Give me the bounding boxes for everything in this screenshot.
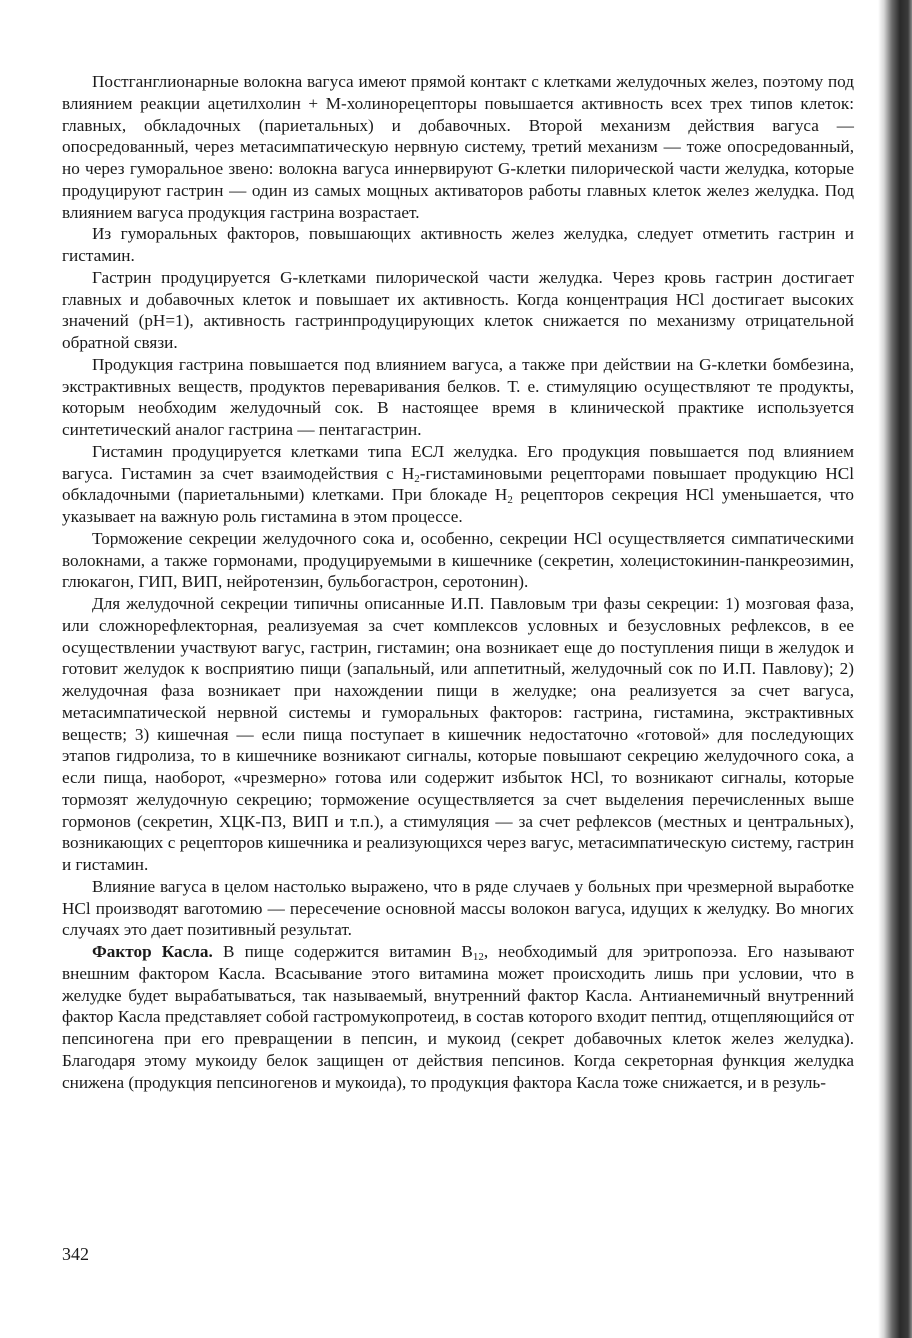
castle-text-part1: В пище содержится витамин В <box>212 942 473 961</box>
paragraph-secretion-inhibition: Торможение секреции желудочного сока и, особенно, секреции НСl осуществляется симпатическими волокнами, а также гормонами, продуцируемыми в кишечнике (секретин, холецистокинин-панкреозимин, глюкагон, ГИП, ВИП, нейротензин, бульбогастрон, серотонин). <box>62 528 854 592</box>
paragraph-humoral-factors: Из гуморальных факторов, повышающих активность желез желудка, следует отметить гастрин и гистамин. <box>62 224 854 265</box>
castle-factor-term: Фактор Касла. <box>92 942 213 961</box>
paragraph-secretion-phases: Для желудочной секреции типичны описанные И.П. Павловым три фазы секреции: 1) мозговая фаза, или сложнорефлекторная, реализуемая за счет комплексов условных и безусловных рефлексов, в ее осуществлении участвуют вагус, гастрин, гистамин; она возникает еще до поступления пищи в желудок и готовит желудок к восприятию пищи (запальный, или аппетитный, желудочный сок по И.П. Павлову); 2) желудочная фаза возникает при нахождении пищи в желудке; она реализуется за счет вагуса, метасимпатической нервной системы и гуморальных факторов: гастрина, гистамина, экстрактивных веществ; 3) кишечная — если пища поступает в кишечник недостаточно «готовой» для последующих этапов гидролиза, то в кишечнике возникают сигналы, которые повышают секрецию желудочного сока, а если пища, наоборот, «чрезмерно» готова или содержит избыток НСl, то возникают сигналы, которые тормозят желудочную секрецию; торможение осуществляется за счет выделения перечисленных выше гормонов (секретин, ХЦК-ПЗ, ВИП и т.п.), а стимуляция — за счет рефлексов (местных и центральных), возникающих с рецепторов кишечника и реализующихся через вагус, метасимпатическую систему, гастрин и гистамин. <box>62 594 854 874</box>
paragraph-castle-factor <box>62 941 854 1093</box>
castle-text-part2: , необходимый для эритропоэза. Его называют внешним фактором Касла. Всасывание этого витамина может происходить лишь при условии, что в желудке будет вырабатываться, так называемый, внутренний фактор Касла. Антианемичный внутренний фактор Касла представляет собой гастромукопротеид, в состав которого входит пептид, отщепляющийся от пепсиногена при его превращении в пепсин, и мукоид (секрет добавочных клеток желез желудка). Благодаря этому мукоиду белок защищен от действия пепсинов. Когда секреторная функция желудка снижена (продукция пепсиногенов и мукоида), то продукция фактора Касла тоже снижается, и в резуль- <box>62 942 854 1092</box>
subscript-h2-second: 2 <box>507 494 513 507</box>
histamine-text-part2: -гистаминовыми рецепторами повышает продукцию НСl обкладочными (париетальными) клетками. При блокаде Н <box>62 463 854 505</box>
paragraph-gastrin-production: Продукция гастрина повышается под влиянием вагуса, а также при действии на G-клетки бомбезина, экстрактивных веществ, продуктов переваривания белков. Т. е. стимуляцию осуществляют те продукты, которым необходим желудочный сок. В настоящее время в клинической практике используется синтетический аналог гастрина — пентагастрин. <box>62 354 854 439</box>
paragraph-vagotomy: Влияние вагуса в целом настолько выражено, что в ряде случаев у больных при чрезмерной выработке НСl производят ваготомию — пересечение основной массы волокон вагуса, идущих к желудку. Во многих случаях это дает позитивный результат. <box>62 876 854 940</box>
body-text <box>62 71 854 1093</box>
paragraph-histamine <box>62 441 854 528</box>
histamine-text-part1: Гистамин продуцируется клетками типа ЕСЛ желудка. Его продукция повышается под влиянием вагуса. Гистамин за счет взаимодействия с Н <box>62 441 854 483</box>
scanned-page-edge-shadow <box>878 0 912 1338</box>
paragraph-vagus-mechanisms: Постганглионарные волокна вагуса имеют прямой контакт с клетками желудочных желез, поэтому под влиянием реакции ацетилхолин + М-холинорецепторы повышается активность всех трех типов клеток: главных, обкладочных (париетальных) и добавочных. Второй механизм действия вагуса — опосредованный, через метасимпатическую нервную систему, третий механизм — тоже опосредованный, но через гуморальное звено: волокна вагуса иннервируют G-клетки пилорической части желудка, которые продуцируют гастрин — один из самых мощных активаторов работы главных клеток желез желудка. Под влиянием вагуса продукция гастрина возрастает. <box>62 72 854 222</box>
page-number: 342 <box>62 1244 89 1264</box>
histamine-text-part3: рецепторов секреция НСl уменьшается, что указывает на важную роль гистамина в этом процессе. <box>62 485 854 526</box>
subscript-b12: 12 <box>472 951 484 963</box>
subscript-h2-first: 2 <box>414 472 420 485</box>
paragraph-gastrin: Гастрин продуцируется G-клетками пилорической части желудка. Через кровь гастрин достигает главных и добавочных клеток и повышает их активность. Когда концентрация НСl достигает высоких значений (рН=1), активность гастринпродуцирующих клеток снижается по механизму отрицательной обратной связи. <box>62 267 854 352</box>
